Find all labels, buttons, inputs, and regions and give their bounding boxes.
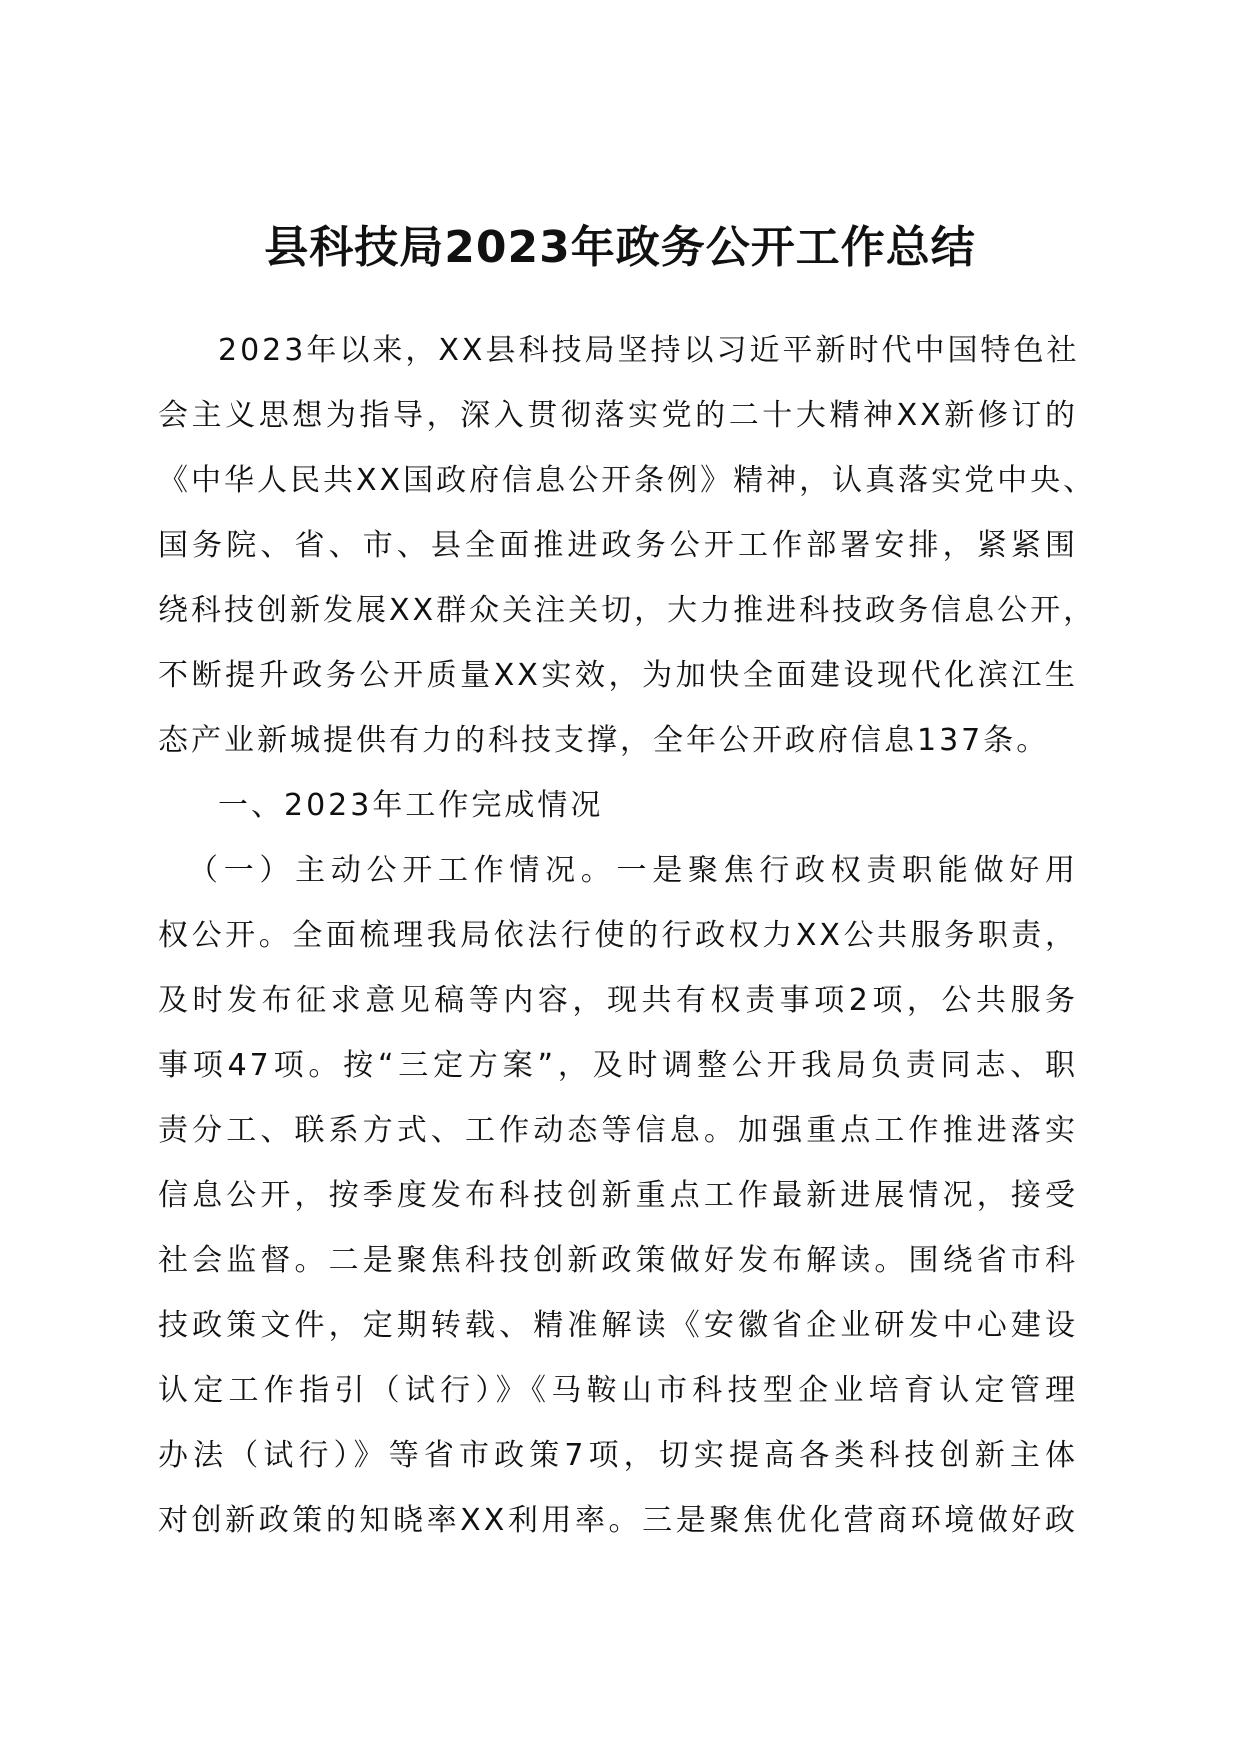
paragraph-line: （一）主动公开工作情况。一是聚焦行政权责职能做好用 xyxy=(188,853,1078,888)
document-body xyxy=(158,318,1097,1553)
paragraph-line: 绕科技创新发展XX群众关注关切，大力推进科技政务信息公开， xyxy=(158,593,1097,628)
paragraph-line: 不断提升政务公开质量XX实效，为加快全面建设现代化滨江生 xyxy=(158,658,1078,693)
paragraph-line: 态产业新城提供有力的科技支撑，全年公开政府信息137条。 xyxy=(158,723,1050,758)
paragraph-line: 社会监督。二是聚焦科技创新政策做好发布解读。围绕省市科 xyxy=(158,1243,1078,1278)
document-title: 县科技局2023年政务公开工作总结 xyxy=(264,222,976,273)
paragraph-line: 国务院、省、市、县全面推进政务公开工作部署安排，紧紧围 xyxy=(158,528,1078,563)
paragraph-line: 会主义思想为指导，深入贯彻落实党的二十大精神XX新修订的 xyxy=(158,398,1078,433)
paragraph-line: 责分工、联系方式、工作动态等信息。加强重点工作推进落实 xyxy=(158,1113,1078,1148)
paragraph-line: 及时发布征求意见稿等内容，现共有权责事项2项，公共服务 xyxy=(158,983,1078,1018)
paragraph-line: 认定工作指引（试行）》《马鞍山市科技型企业培育认定管理 xyxy=(158,1373,1078,1408)
paragraph-line: 事项47项。按“三定方案”，及时调整公开我局负责同志、职 xyxy=(158,1048,1078,1083)
paragraph-line: 对创新政策的知晓率XX利用率。三是聚焦优化营商环境做好政 xyxy=(158,1503,1078,1538)
paragraph-line: 信息公开，按季度发布科技创新重点工作最新进展情况，接受 xyxy=(158,1178,1078,1213)
paragraph-line: 2023年以来，XX县科技局坚持以习近平新时代中国特色社 xyxy=(218,333,1080,368)
paragraph-line: 权公开。全面梳理我局依法行使的行政权力XX公共服务职责， xyxy=(158,918,1078,953)
paragraph-line: 办法（试行）》等省市政策7项，切实提高各类科技创新主体 xyxy=(158,1438,1078,1473)
section-heading: 一、2023年工作完成情况 xyxy=(218,788,604,823)
paragraph-line: 技政策文件，定期转载、精准解读《安徽省企业研发中心建设 xyxy=(158,1308,1078,1343)
paragraph-line: 《中华人民共XX国政府信息公开条例》精神，认真落实党中央、 xyxy=(158,463,1097,498)
